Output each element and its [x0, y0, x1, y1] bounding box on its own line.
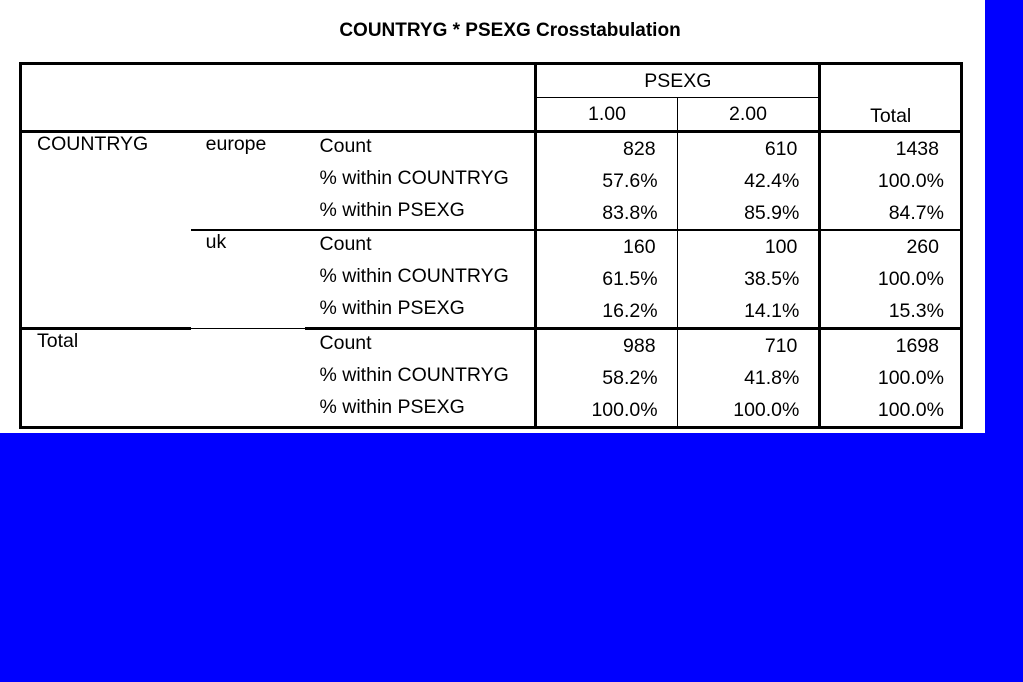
cell-value: 100.0% [677, 394, 820, 428]
cell-value: 260 [820, 230, 962, 263]
header-blank-cell [21, 64, 191, 132]
cell-value: 988 [536, 329, 677, 363]
column-header-1: 1.00 [536, 98, 677, 132]
table-row [21, 132, 962, 166]
cell-value: 83.8% [536, 197, 677, 230]
cell-value: 14.1% [677, 295, 820, 329]
stat-label: % within PSEXG [319, 296, 465, 319]
cell-value: 710 [677, 329, 820, 363]
table-title: COUNTRYG * PSEXG Crosstabulation [339, 20, 681, 41]
cell-value: 610 [677, 132, 820, 166]
column-header-2: 2.00 [677, 98, 820, 132]
header-blank-cell [191, 64, 305, 132]
cell-value: 84.7% [820, 197, 962, 230]
cell-value: 42.4% [677, 165, 820, 197]
cell-value: 16.2% [536, 295, 677, 329]
row-group-label: europe [191, 132, 305, 231]
row-group-label: uk [191, 230, 305, 329]
cell-value: 100.0% [820, 165, 962, 197]
stat-label: % within PSEXG [319, 198, 465, 221]
crosstab-table [19, 62, 963, 429]
stat-label: % within COUNTRYG [319, 363, 509, 386]
cell-value: 1698 [820, 329, 962, 363]
cell-value: 828 [536, 132, 677, 166]
total-blank-cell [191, 329, 305, 428]
header-row-variable [21, 64, 962, 98]
stat-label: % within COUNTRYG [319, 264, 509, 287]
cell-value: 100.0% [820, 362, 962, 394]
total-row-label: Total [21, 329, 191, 428]
header-blank-cell [305, 64, 536, 132]
cell-value: 38.5% [677, 263, 820, 295]
cell-value: 15.3% [820, 295, 962, 329]
cell-value: 85.9% [677, 197, 820, 230]
cell-value: 1438 [820, 132, 962, 166]
stat-label: Count [305, 132, 536, 166]
stat-label: % within COUNTRYG [319, 166, 509, 189]
cell-value: 57.6% [536, 165, 677, 197]
cell-value: 100.0% [820, 263, 962, 295]
table-row [21, 329, 962, 363]
cell-value: 100.0% [536, 394, 677, 428]
stat-label: Count [305, 230, 536, 263]
cell-value: 100.0% [820, 394, 962, 428]
cell-value: 61.5% [536, 263, 677, 295]
row-variable-label: COUNTRYG [21, 132, 191, 329]
column-header-total: Total [820, 64, 962, 132]
cell-value: 41.8% [677, 362, 820, 394]
cell-value: 58.2% [536, 362, 677, 394]
stat-label: Count [305, 329, 536, 363]
cell-value: 160 [536, 230, 677, 263]
column-variable-header: PSEXG [536, 64, 820, 98]
cell-value: 100 [677, 230, 820, 263]
stat-label: % within PSEXG [319, 395, 465, 418]
